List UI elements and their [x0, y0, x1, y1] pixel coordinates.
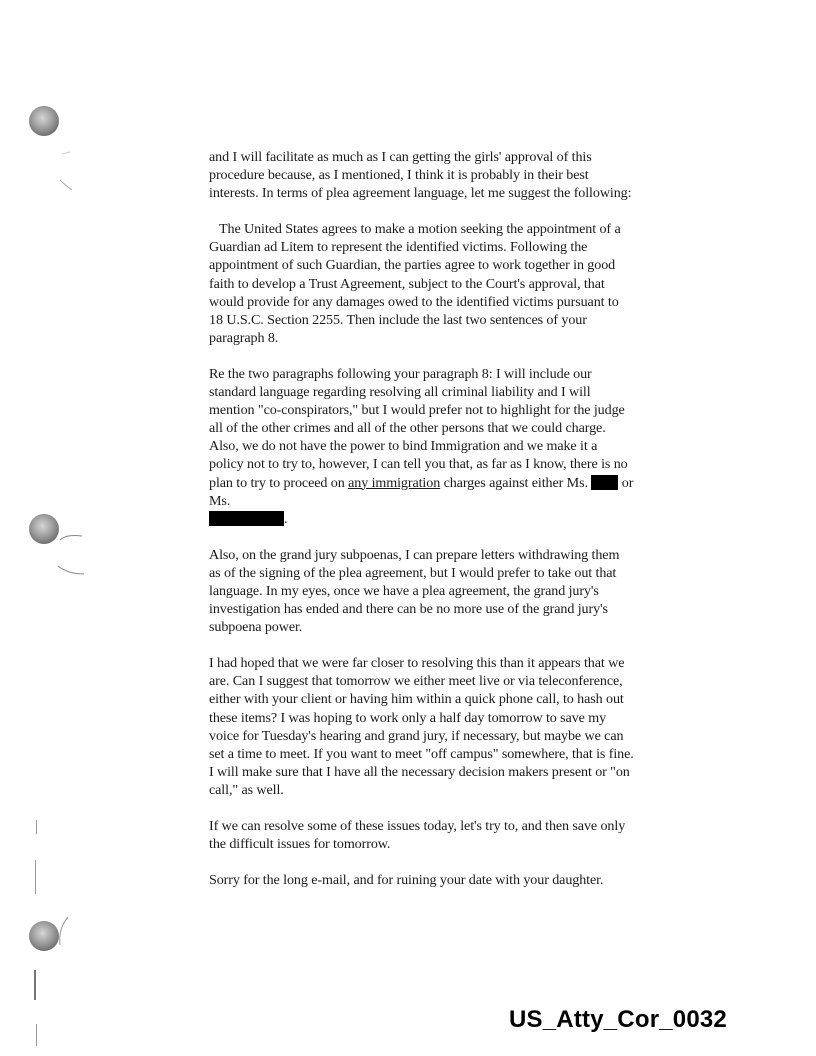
- scan-artifact-middle: [56, 530, 96, 580]
- punch-hole-bottom: [29, 921, 59, 951]
- paragraph-3-text-b: charges against either Ms.: [440, 474, 588, 491]
- punch-hole-top: [29, 106, 59, 136]
- scan-edge-mark-2: [35, 860, 36, 894]
- punch-hole-middle: [29, 514, 59, 544]
- letter-body: [209, 148, 634, 907]
- paragraph-3-underlined: any immigration: [348, 474, 441, 491]
- redaction-box-2: [209, 511, 284, 526]
- bates-number: US_Atty_Cor_0032: [509, 1006, 727, 1033]
- scan-artifact-bottom: [56, 915, 76, 955]
- paragraph-2-proposed-language: The United States agrees to make a motion seeking the appointment of a Guardian ad Litem to represent the identified victims. Following the appointment of such Guardian, the parties agree to work together in good faith to develop a Trust Agreement, subject to the Court's approval, that would provide for any damages owed to the identified victims pursuant to 18 U.S.C. Section 2255. Then include the last two sentences of your paragraph 8.: [209, 221, 621, 346]
- paragraph-6: If we can resolve some of these issues today, let's try to, and then save only the difficult issues for tomorrow.: [209, 818, 626, 853]
- paragraph-4: Also, on the grand jury subpoenas, I can prepare letters withdrawing them as of the signing of the plea agreement, but I would prefer to take out that language. In my eyes, once we have a plea agreement, the grand jury's investigation has ended and there can be no more use of the grand jury's subpoena power.: [209, 546, 620, 636]
- scan-artifact-top: [58, 150, 88, 200]
- paragraph-3: [209, 365, 634, 528]
- paragraph-3-text-c: or Ms.: [209, 474, 634, 509]
- paragraph-1: and I will facilitate as much as I can getting the girls' approval of this procedure because, as I mentioned, I think it is probably in their best interests. In terms of plea agreement language, let me suggest the following:: [209, 149, 632, 202]
- scan-edge-mark-3: [34, 970, 36, 1000]
- paragraph-3-text-end: .: [284, 510, 288, 527]
- paragraph-3-text-a: Re the two paragraphs following your paragraph 8: I will include our standard language regarding resolving all criminal liability and I will mention "co-conspirators," but I would prefer not to highlight for the judge all of the other crimes and all of the other persons that we could charge. Also, we do not have the power to bind Immigration and we make it a policy not to try to, however, I can tell you that, as far as I know, there is no plan to try to proceed on: [209, 365, 628, 491]
- redaction-box-1: [591, 475, 618, 490]
- paragraph-7: Sorry for the long e-mail, and for ruining your date with your daughter.: [209, 872, 604, 889]
- scan-edge-mark-1: [36, 820, 37, 834]
- paragraph-5: I had hoped that we were far closer to resolving this than it appears that we are. Can I suggest that tomorrow we either meet live or via teleconference, either with your client or having him within a quick phone call, to hash out these items? I was hoping to work only a half day tomorrow to save my voice for Tuesday's hearing and grand jury, if necessary, but maybe we can set a time to meet. If you want to meet "off campus" somewhere, that is fine. I will make sure that I have all the necessary decision makers present or "on call," as well.: [209, 655, 634, 798]
- scan-edge-mark-4: [36, 1024, 37, 1046]
